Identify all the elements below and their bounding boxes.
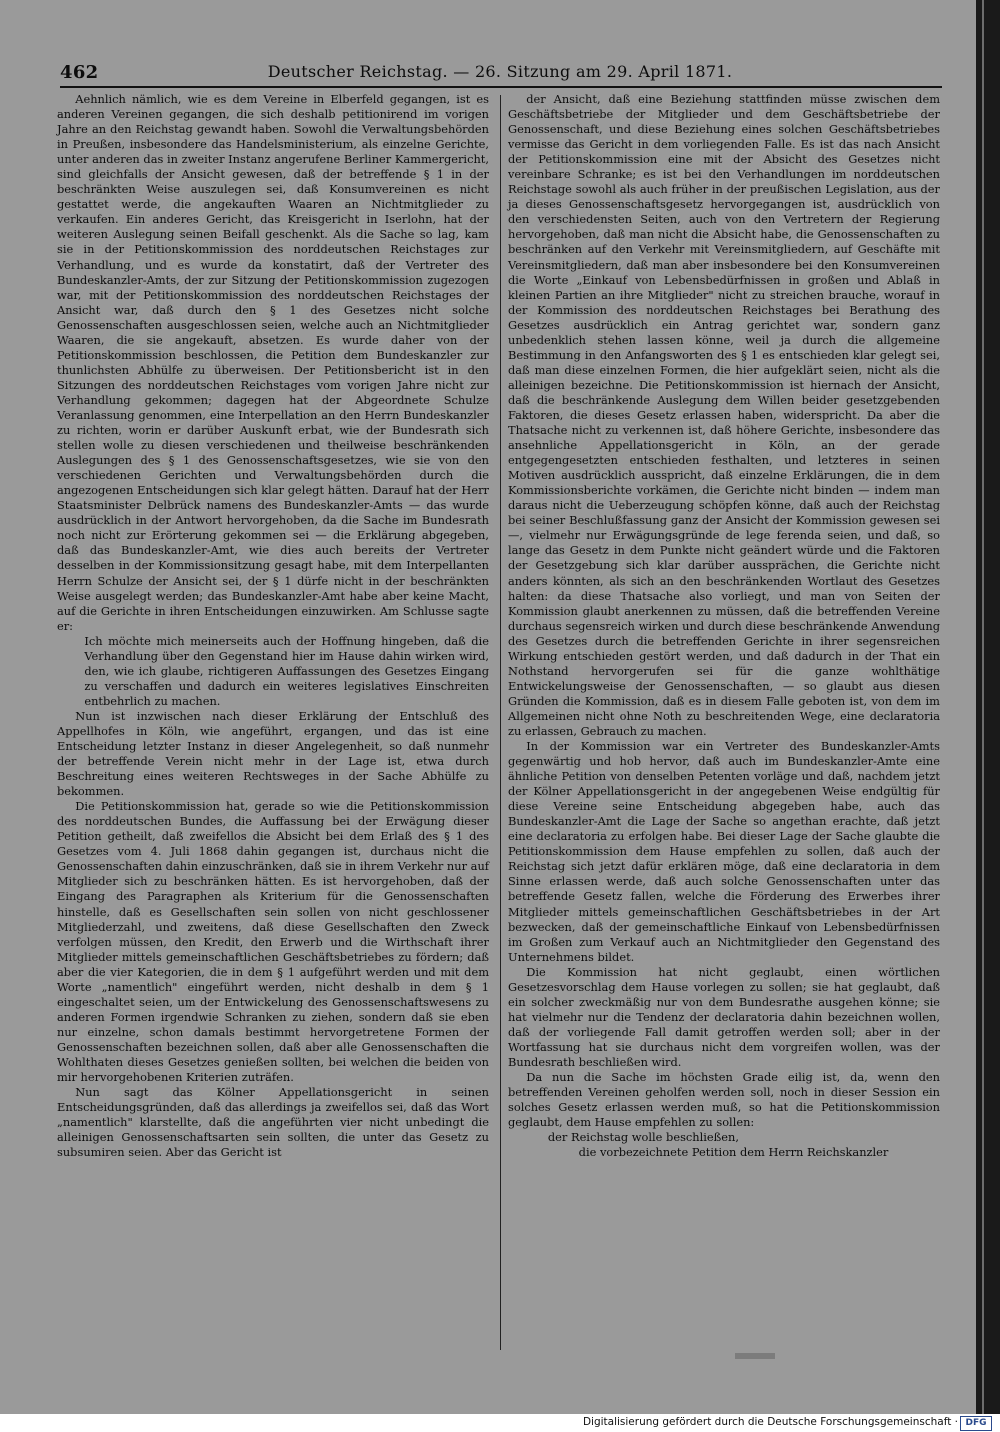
running-head: Deutscher Reichstag. — 26. Sitzung am 29. April 1871.: [267, 62, 733, 81]
quotation: Ich möchte mich meinerseits auch der Hoffnung hingeben, daß die Verhandlung über den Gegenstand hier im Hause dahin wirken wird, den, wie ich glaube, richtigeren Auffassungen des Gesetzes Eingang zu verschaffen und dadurch ein weiteres legislatives Einschreiten entbehrlich zu machen.: [84, 633, 489, 708]
paragraph: Die Kommission hat nicht geglaubt, einen wörtlichen Gesetzesvorschlag dem Hause vorlegen zu sollen; sie hat geglaubt, daß ein solcher zweckmäßig nur von dem Bundesrathe ausgehen könne; sie hat vielmehr nur die Tendenz der declaratoria dahin bezeichnen wollen, daß der vorliegende Fall damit getroffen werden soll; aber in der Wortfassung hat sie durchaus nicht dem vorgreifen wollen, was der Bundesrath beschließen wird.: [508, 964, 940, 1069]
left-column: [57, 92, 489, 1160]
resolution-line: der Reichstag wolle beschließen,: [547, 1130, 739, 1145]
page-number: 462: [60, 62, 99, 83]
dfg-logo: DFG: [960, 1416, 992, 1431]
scan-edge: [976, 0, 1000, 1414]
paragraph: Aehnlich nämlich, wie es dem Vereine in Elberfeld gegangen, ist es anderen Vereinen gegangen, die sich deshalb petitionirend im vorigen Jahre an den Reichstag gewandt haben. Sowohl die Verwaltungsbehörden in Preußen, insbesondere das Handelsministerium, als einzelne Gerichte, unter anderen das in zweiter Instanz angerufene Berliner Kammergericht, sind gleichfalls der Ansicht gewesen, daß der betreffende § 1 in der beschränkten Weise auszulegen sei, daß Konsumvereinen es nicht gestattet werde, die angekauften Waaren an Nichtmitglieder zu verkaufen. Ein anderes Gericht, das Kreisgericht in Iserlohn, hat der weiteren Auslegung seinen Beifall geschenkt. Als die Sache so lag, kam sie in der Petitionskommission des norddeutschen Reichstages zur Verhandlung, und es wurde da konstatirt, daß der Vertreter des Bundeskanzler-Amts, der zur Sitzung der Petitionskommission zugezogen war, mit der Petitionskommission des norddeutschen Reichstages der Ansicht war, daß durch den § 1 des Gesetzes nicht solche Genossenschaften ausgeschlossen seien, welche auch an Nichtmitglieder Waaren, die sie angekauft, absetzen. Es wurde daher von der Petitionskommission beschlossen, die Petition dem Bundeskanzler zur thunlichsten Abhülfe zu überweisen. Der Petitionsbericht ist in den Sitzungen des norddeutschen Reichstages vom vorigen Jahre nicht zur Verhandlung gekommen; dagegen hat der Abgeordnete Schulze Veranlassung genommen, eine Interpellation an den Herrn Bundeskanzler zu richten, worin er darüber Auskunft erbat, wie der Bundesrath sich stellen wolle zu diesen verschiedenen und theilweise beschränkenden Auslegungen des § 1 des Genossenschaftsgesetzes, wie sie von den verschiedenen Gerichten und Verwaltungsbehörden durch die angezogenen Entscheidungen sich klar gelegt hätten. Darauf hat der Herr Staatsminister Delbrück namens des Bundeskanzler-Amts — das wurde ausdrücklich in der Antwort hervorgehoben, da die Sache im Bundesrath noch nicht zur Erörterung gekommen sei — die Erklärung abgegeben, daß das Bundeskanzler-Amt, wie dies auch bereits der Vertreter desselben in der Kommissionsitzung gesagt habe, mit dem Interpellanten Herrn Schulze der Ansicht sei, der § 1 dürfe nicht in der beschränkten Weise ausgelegt werden; das Bundeskanzler-Amt habe aber keine Macht, auf die Gerichte in ihren Entscheidungen einzuwirken. Am Schlusse sagte er:: [57, 92, 489, 633]
paragraph: Nun sagt das Kölner Appellationsgericht in seinen Entscheidungsgründen, daß das allerdings ja zweifellos sei, daß das Wort „namentlich" klarstellte, daß die angeführten vier nicht unbedingt die alleinigen Genossenschaftsarten sein sollten, die unter das Gesetz zu subsumiren seien. Aber das Gericht ist: [57, 1085, 489, 1160]
paragraph: Die Petitionskommission hat, gerade so wie die Petitionskommission des norddeutschen Bundes, die Auffassung bei der Erwägung dieser Petition getheilt, daß zweifellos die Absicht bei dem Erlaß des § 1 des Gesetzes vom 4. Juli 1868 dahin gegangen ist, durchaus nicht die Genossenschaften dahin einzuschränken, daß sie in ihrem Verkehr nur auf Mitglieder sich zu beschränken hätten. Es ist hervorgehoben, daß der Eingang des Paragraphen als Kriterium für die Genossenschaften hinstelle, daß es Gesellschaften sein sollen von nicht geschlossener Mitgliederzahl, und zweitens, daß diese Gesellschaften den Zweck verfolgen müssen, den Kredit, den Erwerb und die Wirthschaft ihrer Mitglieder mittels gemeinschaftlichen Geschäftsbetriebes zu fördern; daß aber die vier Kategorien, die in dem § 1 aufgeführt werden und mit dem Worte „namentlich" eingeführt werden, nicht deshalb in dem § 1 eingeschaltet seien, um der Entwickelung des Genossenschaftswesens zu anderen Formen irgendwie Schranken zu ziehen, sondern daß sie eben nur einzelne, schon damals bestimmt hervorgetretene Formen der Genossenschaften bezeichnen sollen, daß aber alle Genossenschaften die Wohlthaten dieses Gesetzes genießen sollten, bei welchen die beiden von mir hervorgehobenen Kriterien zuträfen.: [57, 799, 489, 1085]
paragraph: In der Kommission war ein Vertreter des Bundeskanzler-Amts gegenwärtig und hob hervor, daß auch im Bundeskanzler-Amte eine ähnliche Petition von denselben Petenten vorläge und daß, nachdem jetzt der Kölner Appellationsgericht in der angegebenen Weise endgültig für diese Vereine seine Entscheidung abgegeben habe, auch das Bundeskanzler-Amt die Lage der Sache so angethan erachte, daß jetzt eine declaratoria zu erfolgen habe. Bei dieser Lage der Sache glaubte die Petitionskommission dem Hause empfehlen zu sollen, daß auch der Reichstag sich jetzt dafür erklären möge, daß eine declaratoria in dem Sinne erlassen werde, daß auch solche Genossenschaften unter das betreffende Gesetz fallen, welche die Förderung des Erwerbes ihrer Mitglieder mittels gemeinschaftlichen Geschäftsbetriebes in der Art bezwecken, daß der gemeinschaftliche Einkauf von Lebensbedürfnissen im Großen zum Verkauf auch an Nichtmitglieder den Gegenstand des Unternehmens bildet.: [508, 739, 940, 964]
paragraph: der Ansicht, daß eine Beziehung stattfinden müsse zwischen dem Geschäftsbetriebe der Mitglieder und dem Geschäftsbetriebe der Genossenschaft, und diese Beziehung eines solchen Geschäftsbetriebes vermisse das Gericht in dem vorliegenden Falle. Es ist das nach Ansicht der Petitionskommission eine mit der Absicht des Gesetzes nicht vereinbare Schranke; es ist bei den Verhandlungen im norddeutschen Reichstage sowohl als auch früher in der preußischen Legislation, aus der ja dieses Genossenschaftsgesetz hervorgegangen ist, ausdrücklich von den verschiedensten Seiten, auch von den Vertretern der Regierung hervorgehoben, daß man nicht die Absicht habe, die Genossenschaften zu beschränken auf den Verkehr mit Vereinsmitgliedern, auf Geschäfte mit Vereinsmitgliedern, daß man aber insbesondere bei den Konsumvereinen die Worte „Einkauf von Lebensbedürfnissen in großen und Ablaß in kleinen Partien an ihre Mitglieder" nicht zu streichen brauche, worauf in der Kommission des norddeutschen Reichstages bei Berathung des Gesetzes ausdrücklich ein Antrag gerichtet war, sondern ganz unbedenklich stehen lassen könne, weil ja durch die allgemeine Bestimmung in den Anfangsworten des § 1 es entschieden klar gelegt sei, daß man diese einzelnen Formen, die hier aufgeklärt seien, nicht als die alleinigen bezeichne. Die Petitionskommission ist hiernach der Ansicht, daß die beschränkende Auslegung dem Willen beider gesetzgebenden Faktoren, die dieses Gesetz erlassen haben, widerspricht. Da aber die Thatsache nicht zu verkennen ist, daß höhere Gerichte, insbesondere das ansehnliche Appellationsgericht in Köln, an der gerade entgegengesetzten entschieden festhalten, und letzteres in seinen Motiven ausdrücklich ausspricht, daß einzelne Erklärungen, die in dem Kommissionsberichte vorkämen, die Gerichte nicht binden — indem man daraus nicht die Ueberzeugung schöpfen könne, daß auch der Reichstag bei seiner Beschlußfassung ganz der Ansicht der Kommission gewesen sei —, vielmehr nur Erwägungsgründe de lege ferenda seien, und daß, so lange das Gesetz in dem Punkte nicht geändert würde und die Faktoren der Gesetzgebung sich klar darüber aussprächen, die Gerichte nicht anders könnten, als sich an den beschränkenden Wortlaut des Gesetzes halten: da diese Thatsache also vorliegt, und man von Seiten der Kommission glaubt anerkennen zu müssen, daß die betreffenden Vereine durchaus segensreich wirken und durch diese beschränkende Anwendung des Gesetzes durch die betreffenden Gerichte in ihrer segensreichen Wirkung entschieden gestört werden, und daß dadurch in der That ein Nothstand hervorgerufen sei für die ganze wohlthätige Entwickelungsweise der Genossenschaften, — so glaubt aus diesen Gründen die Kommission, daß es in diesem Falle geboten ist, von dem im Allgemeinen nicht ohne Noth zu beschreitenden Wege, eine declaratoria zu erlassen, Gebrauch zu machen.: [508, 92, 940, 738]
paragraph: Da nun die Sache im höchsten Grade eilig ist, da, wenn den betreffenden Vereinen geholfen werden soll, noch in dieser Session ein solches Gesetz erlassen werden muß, so hat die Petitionskommission geglaubt, dem Hause empfehlen zu sollen:: [508, 1070, 940, 1130]
page-header: [60, 60, 940, 86]
header-rule: [60, 86, 942, 88]
column-divider: [500, 95, 501, 1350]
right-column: [508, 92, 940, 1160]
scan-smudge: [735, 1353, 775, 1359]
footer-bar: [0, 1414, 1000, 1432]
funding-notice: Digitalisierung gefördert durch die Deutsche Forschungsgemeinschaft ·: [582, 1416, 958, 1428]
paragraph: Nun ist inzwischen nach dieser Erklärung der Entschluß des Appellhofes in Köln, wie angeführt, ergangen, und das ist eine Entscheidung letzter Instanz in dieser Angelegenheit, so daß nunmehr der betreffende Verein nicht mehr in der Lage ist, etwa durch Beschreitung eines weiteren Rechtsweges in der Sache Abhülfe zu bekommen.: [57, 708, 489, 799]
resolution-line: die vorbezeichnete Petition dem Herrn Reichskanzler: [578, 1145, 889, 1160]
